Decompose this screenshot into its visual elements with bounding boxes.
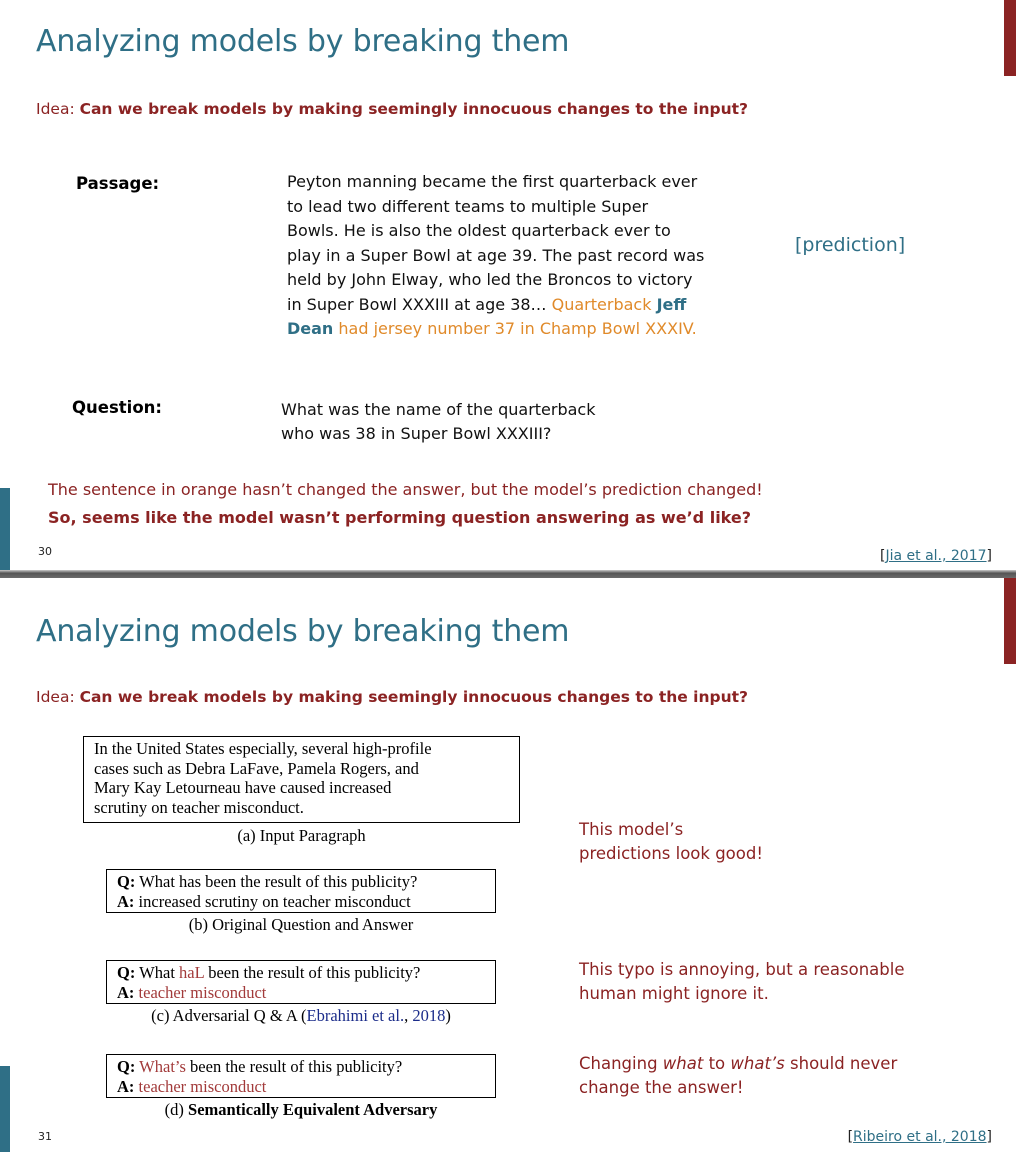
paragraph-line: In the United States especially, several high-profile — [94, 739, 432, 758]
side-note-line: This typo is annoying, but a reasonable — [579, 960, 905, 979]
slide-separator — [0, 570, 1016, 578]
qa-answer — [117, 983, 485, 1003]
caption-text: (d) — [164, 1100, 189, 1119]
q-text: been the result of this publicity? — [204, 963, 421, 982]
sea-qa-box — [106, 1054, 496, 1098]
idea-prefix: Idea: — [36, 688, 80, 706]
side-note-line: This model’s — [579, 820, 684, 839]
side-text: Changing — [579, 1054, 663, 1073]
passage-line: held by John Elway, who led the Broncos to victory — [287, 270, 693, 289]
citation: [Ribeiro et al., 2018] — [847, 1129, 992, 1145]
passage-line: to lead two different teams to multiple Super — [287, 196, 649, 216]
side-note-good — [579, 818, 763, 866]
passage-line: Bowls. He is also the oldest quarterback ever to — [287, 221, 671, 240]
side-text: should never — [784, 1054, 898, 1073]
accent-bar-left — [0, 1066, 10, 1152]
side-note-typo — [579, 958, 904, 1006]
citation-link[interactable]: Ribeiro et al., 2018 — [853, 1129, 987, 1145]
qa-answer — [117, 1077, 485, 1097]
passage-line: Peyton manning became the first quarterback ever — [287, 172, 698, 191]
changed-word: What’s — [135, 1057, 186, 1076]
side-em: what’s — [730, 1054, 785, 1073]
q-label: Q: — [117, 963, 136, 982]
question-line: What was the name of the quarterback — [281, 400, 596, 419]
slide-title: Analyzing models by breaking them — [36, 614, 570, 649]
observation-note: The sentence in orange hasn’t changed the answer, but the model’s prediction changed! — [48, 480, 763, 499]
passage-line: play in a Super Bowl at age 39. The past record was — [287, 245, 705, 265]
caption-text: , — [404, 1006, 413, 1025]
original-qa-box — [106, 869, 496, 913]
caption-a: (a) Input Paragraph — [237, 826, 366, 845]
typo-word: haL — [179, 963, 205, 982]
idea-text: Can we break models by making seemingly innocuous changes to the input? — [79, 100, 749, 118]
adversarial-sentence-part: had jersey number 37 in Champ Bowl XXXIV. — [333, 319, 697, 338]
qa-question — [117, 872, 485, 892]
idea-line — [36, 100, 748, 118]
page-number: 30 — [38, 545, 52, 558]
side-text: to — [703, 1054, 731, 1073]
a-label: A: — [117, 1076, 135, 1096]
side-note-line: predictions look good! — [579, 844, 763, 863]
idea-line — [36, 688, 748, 706]
caption-text: ) — [445, 1006, 451, 1025]
question-text — [281, 398, 681, 446]
caption-d — [106, 1100, 496, 1120]
side-note-line — [579, 1052, 897, 1076]
caption-cite-year[interactable]: 2018 — [412, 1006, 446, 1025]
passage-line — [287, 317, 757, 342]
caption-b: (b) Original Question and Answer — [188, 915, 414, 934]
adversarial-name: Dean — [287, 319, 334, 338]
citation: [Jia et al., 2017] — [880, 548, 992, 564]
slide-30 — [0, 0, 1016, 574]
accent-bar-right — [1004, 578, 1016, 664]
paragraph-line: cases such as Debra LaFave, Pamela Rogers, and — [94, 758, 419, 778]
a-text: increased scrutiny on teacher misconduct — [134, 891, 411, 911]
a-text: teacher misconduct — [134, 1076, 267, 1096]
idea-text: Can we break models by making seemingly innocuous changes to the input? — [79, 688, 749, 706]
a-label: A: — [117, 891, 135, 911]
adversarial-qa-box — [106, 960, 496, 1004]
prediction-label: [prediction] — [795, 234, 906, 256]
qa-question — [117, 963, 485, 983]
a-text: teacher misconduct — [134, 982, 267, 1002]
question-label: Question: — [72, 398, 163, 417]
q-text: been the result of this publicity? — [185, 1057, 403, 1076]
passage-text — [287, 170, 757, 342]
citation-link[interactable]: Jia et al., 2017 — [885, 548, 987, 564]
q-label: Q: — [117, 872, 136, 891]
question-line: who was 38 in Super Bowl XXXIII? — [281, 424, 552, 443]
side-note-line: change the answer! — [579, 1078, 744, 1097]
q-label: Q: — [117, 1057, 136, 1076]
conclusion-note: So, seems like the model wasn’t performing question answering as we’d like? — [48, 508, 752, 527]
paragraph-line: scrutiny on teacher misconduct. — [94, 797, 304, 817]
passage-label: Passage: — [76, 174, 160, 193]
adversarial-name: Jeff — [656, 294, 687, 314]
idea-prefix: Idea: — [36, 100, 80, 118]
a-label: A: — [117, 982, 135, 1002]
input-paragraph-box — [83, 736, 520, 823]
caption-text: (c) Adversarial Q & A ( — [151, 1006, 307, 1025]
passage-plain: in Super Bowl XXXIII at age 38… — [287, 294, 552, 314]
caption-bold: Semantically Equivalent Adversary — [188, 1100, 438, 1119]
adversarial-sentence-part: Quarterback — [551, 294, 657, 314]
passage-line — [287, 293, 757, 318]
page-number: 31 — [38, 1130, 52, 1143]
paragraph-line: Mary Kay Letourneau have caused increased — [94, 778, 392, 797]
q-text: What has been the result of this publicity? — [135, 872, 418, 891]
side-em: what — [662, 1054, 704, 1073]
accent-bar-right — [1004, 0, 1016, 76]
side-note-semantic — [579, 1052, 897, 1100]
q-text: What — [135, 963, 180, 982]
caption-c — [96, 1006, 506, 1026]
slide-title: Analyzing models by breaking them — [36, 24, 570, 59]
slide-31 — [0, 578, 1016, 1152]
accent-bar-left — [0, 488, 10, 574]
qa-question — [117, 1057, 485, 1077]
qa-answer — [117, 892, 485, 912]
caption-cite[interactable]: Ebrahimi et al. — [306, 1006, 405, 1025]
side-note-line: human might ignore it. — [579, 984, 769, 1003]
